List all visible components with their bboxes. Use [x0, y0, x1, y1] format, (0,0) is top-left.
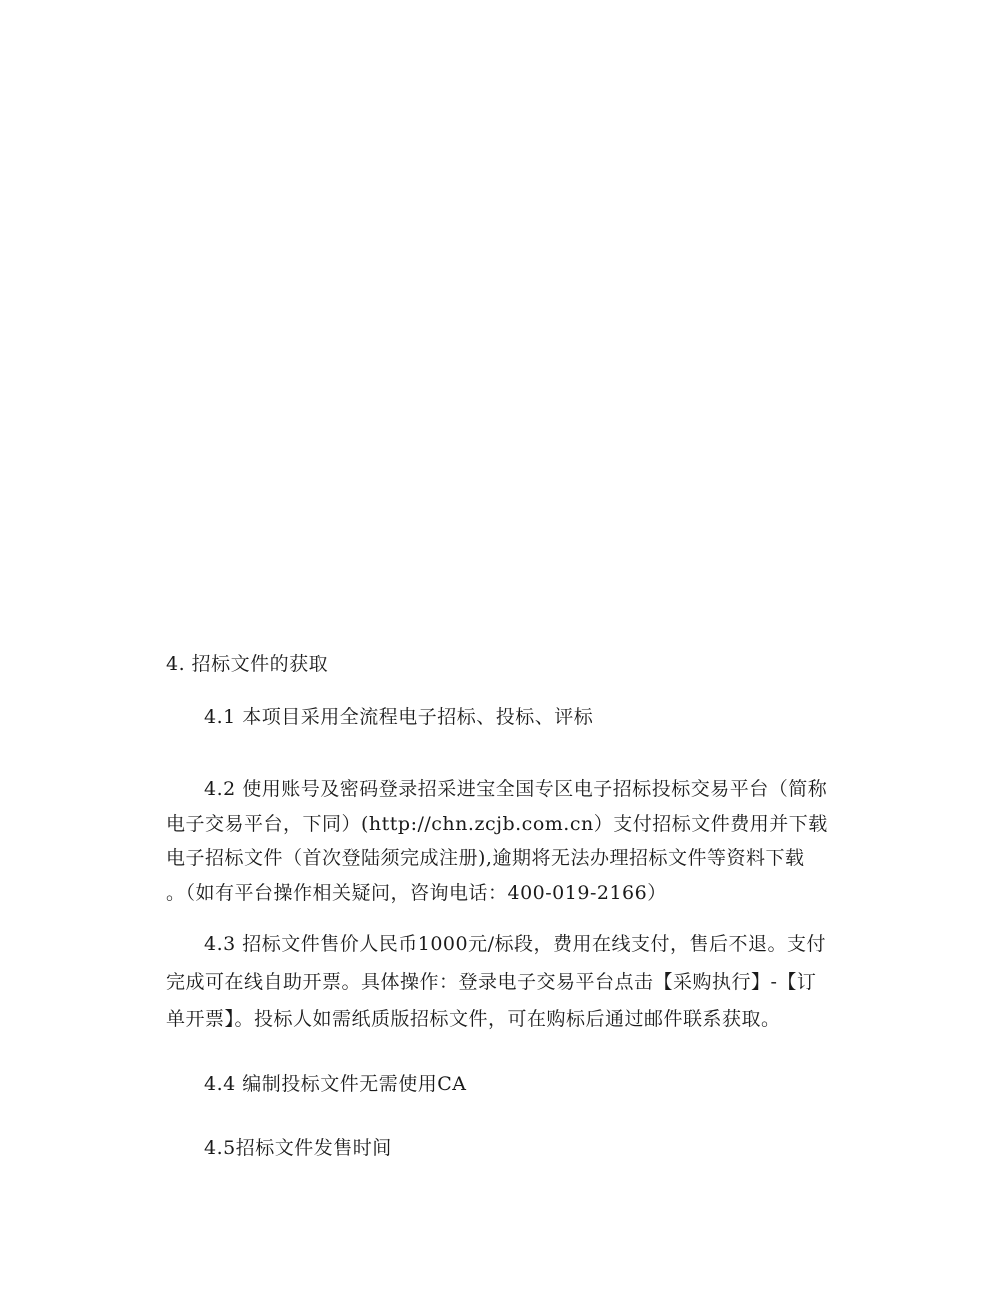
paragraph-4-3-line: 4.3 招标文件售价人民币1000元/标段，费用在线支付，售后不退。支付 — [204, 933, 827, 955]
section-heading: 4. 招标文件的获取 — [166, 653, 329, 675]
paragraph-4-4: 4.4 编制投标文件无需使用CA — [204, 1073, 467, 1095]
paragraph-4-3 — [166, 926, 846, 1039]
paragraph-4-3-line: 单开票】。投标人如需纸质版招标文件，可在购标后通过邮件联系获取。 — [166, 1008, 781, 1030]
paragraph-4-5: 4.5招标文件发售时间 — [204, 1137, 392, 1159]
paragraph-4-1: 4.1 本项目采用全流程电子招标、投标、评标 — [204, 706, 594, 728]
paragraph-4-2-line: 电子交易平台，下同）(http://chn.zcjb.com.cn）支付招标文件费用并下载 — [166, 812, 828, 835]
paragraph-4-3-line: 完成可在线自助开票。具体操作：登录电子交易平台点击【采购执行】-【订 — [166, 970, 817, 993]
paragraph-4-2-line: 电子招标文件（首次登陆须完成注册),逾期将无法办理招标文件等资料下载 — [166, 847, 805, 869]
paragraph-4-2-line: 4.2 使用账号及密码登录招采进宝全国专区电子招标投标交易平台（简称 — [204, 778, 828, 800]
paragraph-4-2-line: 。（如有平台操作相关疑问，咨询电话：400-019-2166） — [166, 881, 667, 904]
paragraph-4-2 — [166, 772, 846, 910]
